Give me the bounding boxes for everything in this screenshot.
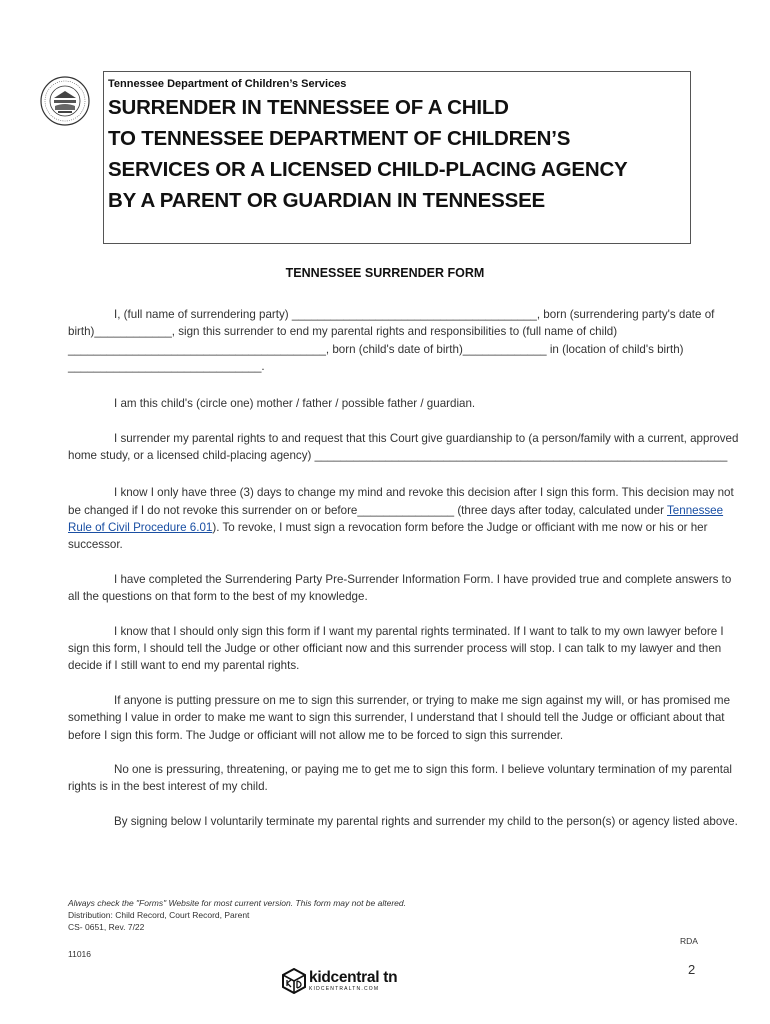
- header-box: [103, 71, 691, 244]
- title-line: BY A PARENT OR GUARDIAN IN TENNESSEE: [108, 189, 546, 212]
- title-line: SERVICES OR A LICENSED CHILD-PLACING AGENCY: [108, 158, 628, 181]
- form-title: [108, 92, 686, 216]
- footer-form-code: CS- 0651, Rev. 7/22: [68, 922, 145, 932]
- civil-procedure-link[interactable]: Tennessee Rule of Civil Procedure 6.01: [68, 503, 724, 534]
- paragraph-revocation: [68, 484, 740, 553]
- paragraph-pressure: If anyone is putting pressure on me to sign this surrender, or trying to make me sign against my will, or has promised me something I value in order to make me want to sign this surrender, I understand that I should tell the Judge or officiant about that before I sign this form. The Judge or officiant will not allow me to be forced to sign this surrender.: [68, 693, 731, 742]
- paragraph-guardianship: I surrender my parental rights to and request that this Court give guardianship to (a person/family with a current, approved home study, or a licensed child-placing agency) ________________________________________________________________: [68, 431, 739, 463]
- paragraph-pre-surrender: I have completed the Surrendering Party Pre-Surrender Information Form. I have provided true and complete answers to all the questions on that form to the best of my knowledge.: [68, 572, 732, 604]
- kidcentral-cube-icon: [282, 968, 306, 994]
- paragraph-signing: By signing below I voluntarily terminate my parental rights and surrender my child to the person(s) or agency listed above.: [114, 815, 738, 829]
- logo-brand: kidcentral tn: [309, 968, 398, 986]
- paragraph-relationship: I am this child's (circle one) mother / father / possible father / guardian.: [114, 397, 476, 411]
- form-heading: TENNESSEE SURRENDER FORM: [285, 266, 485, 280]
- kidcentral-logo: [282, 968, 397, 994]
- page-number: 2: [688, 962, 696, 977]
- footer-note: Always check the "Forms" Website for most current version. This form may not be altered.: [68, 898, 406, 908]
- tennessee-state-seal-icon: [40, 76, 90, 126]
- department-name: Tennessee Department of Children’s Services: [108, 78, 347, 90]
- footer: [68, 897, 406, 933]
- rda-label: RDA: [680, 936, 698, 946]
- title-line: SURRENDER IN TENNESSEE OF A CHILD: [108, 96, 509, 119]
- revocation-text-end: ). To revoke, I must sign a revocation form before the Judge or officiant with me now or his or her successor.: [68, 520, 708, 552]
- paragraph-lawyer: I know that I should only sign this form if I want my parental rights terminated. If I want to talk to my own lawyer before I sign this form, I should tell the Judge or other officiant now and this surrender process will stop. I can talk to my lawyer and then decide if I still want to end my parental rights.: [68, 624, 724, 673]
- revocation-text-start: I know I only have three (3) days to change my mind and revoke this decision after I sign this form. This decision may not be changed if I do not revoke this surrender on or before_______________ (three days after today, calculated under: [68, 486, 734, 517]
- footer-distribution: Distribution: Child Record, Court Record, Parent: [68, 910, 250, 920]
- title-line: TO TENNESSEE DEPARTMENT OF CHILDREN’S: [108, 127, 571, 150]
- form-body: [68, 306, 740, 848]
- paragraph-identity: I, (full name of surrendering party) ______________________________________, born (surrendering party's date of birth)____________, sign this surrender to end my parental rights and responsibilities to (full name of child) ________________________________________, born (child's date of birth)_____________ in (location of child's birth) ______________________________.: [68, 308, 715, 373]
- logo-url: KIDCENTRALTN.COM: [309, 985, 380, 992]
- footer-code-number: 11016: [68, 949, 92, 959]
- paragraph-voluntary: No one is pressuring, threatening, or paying me to get me to sign this form. I believe voluntary termination of my parental rights is in the best interest of my child.: [68, 763, 733, 794]
